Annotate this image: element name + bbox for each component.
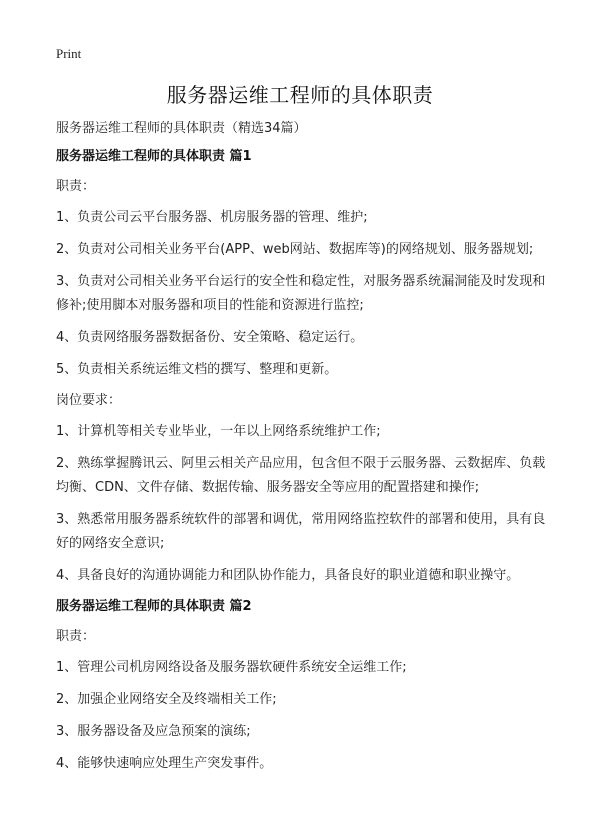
duty-item: 1、负责公司云平台服务器、机房服务器的管理、维护; xyxy=(56,210,368,225)
section-heading: 服务器运维工程师的具体职责 篇1 xyxy=(56,149,252,164)
requirement-item: 1、计算机等相关专业毕业，一年以上网络系统维护工作; xyxy=(56,424,381,439)
duty-item: 2、负责对公司相关业务平台(APP、web网站、数据库等)的网络规划、服务器规划; xyxy=(56,242,534,257)
section-1 xyxy=(56,146,552,588)
requirement-item: 4、具备良好的沟通协调能力和团队协作能力，具备良好的职业道德和职业操守。 xyxy=(56,568,520,583)
duty-item: 4、负责网络服务器数据备份、安全策略、稳定运行。 xyxy=(56,330,364,345)
document-title: 服务器运维工程师的具体职责 xyxy=(166,83,434,107)
duties-label: 职责： xyxy=(56,179,96,194)
section-2 xyxy=(56,596,552,776)
requirement-item: 2、熟练掌握腾讯云、阿里云相关产品应用，包含但不限于云服务器、云数据库、负载均衡、CDN、文件存储、数据传输、服务器安全等应用的配置搭建和操作; xyxy=(56,456,546,495)
requirements-label: 岗位要求： xyxy=(56,393,122,408)
duty-item: 3、服务器设备及应急预案的演练; xyxy=(56,724,251,739)
duty-item: 1、管理公司机房网络设备及服务器软硬件系统安全运维工作; xyxy=(56,660,407,675)
duty-item: 5、负责相关系统运维文档的撰写、整理和更新。 xyxy=(56,362,338,377)
duty-item: 3、负责对公司相关业务平台运行的安全性和稳定性，对服务器系统漏洞能及时发现和修补;使用脚本对服务器和项目的性能和资源进行监控; xyxy=(56,274,546,313)
duty-item: 4、能够快速响应处理生产突发事件。 xyxy=(56,756,273,771)
section-heading: 服务器运维工程师的具体职责 篇2 xyxy=(56,599,252,614)
duty-item: 2、加强企业网络安全及终端相关工作; xyxy=(56,692,277,707)
document-body xyxy=(56,118,552,784)
requirement-item: 3、熟悉常用服务器系统软件的部署和调优，常用网络监控软件的部署和使用，具有良好的网络安全意识; xyxy=(56,512,546,551)
duties-label: 职责： xyxy=(56,629,96,644)
print-label: Print xyxy=(56,46,82,61)
document-subtitle: 服务器运维工程师的具体职责（精选34篇） xyxy=(56,121,307,136)
